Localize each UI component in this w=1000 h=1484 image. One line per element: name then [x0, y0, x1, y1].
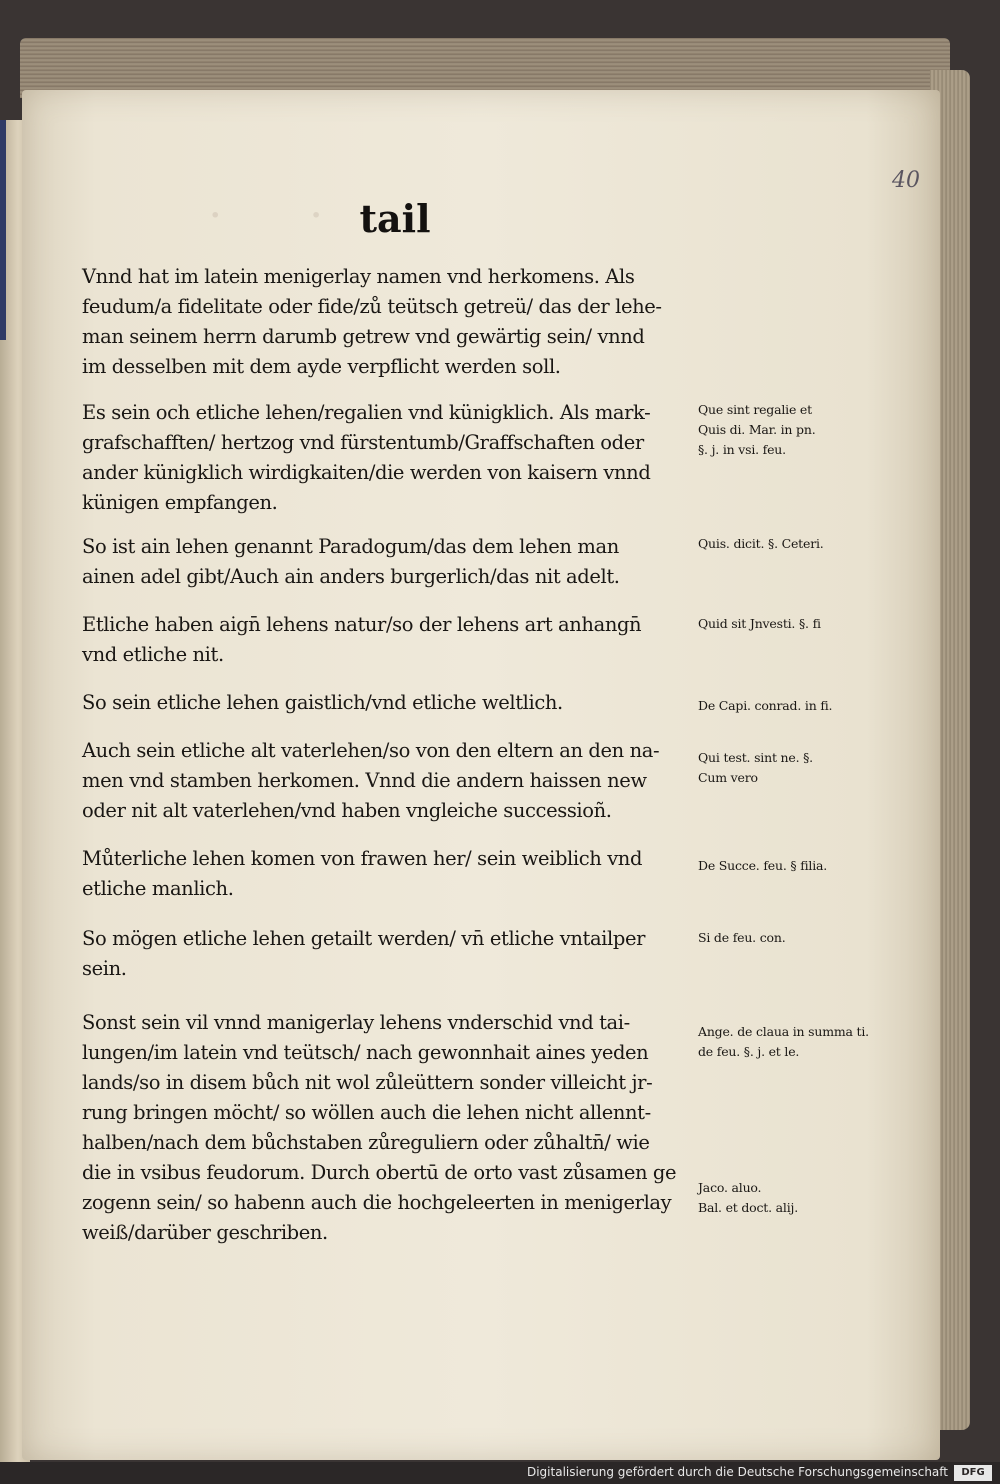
margin-line: Si de feu. con.: [698, 930, 786, 945]
text-line: So sein etliche lehen gaistlich/vnd etliche weltlich.: [82, 691, 563, 714]
margin-line: Qui test. sint ne. §.: [698, 750, 813, 765]
marginal-note-4: [698, 696, 898, 716]
text-line: oder nit alt vaterlehen/vnd haben vngleiche successioñ.: [82, 799, 612, 822]
text-line: lungen/im latein vnd teütsch/ nach gewonnhait aines yeden: [82, 1041, 649, 1064]
digitization-footer: [0, 1462, 1000, 1484]
text-line: men vnd stamben herkomen. Vnnd die andern haissen new: [82, 769, 647, 792]
margin-line: §. j. in vsi. feu.: [698, 442, 786, 457]
running-head: tail: [359, 196, 431, 241]
text-line: sein.: [82, 957, 127, 980]
margin-line: Que sint regalie et: [698, 402, 812, 417]
show-through-text: · ·: [210, 198, 362, 233]
text-line: grafschafften/ hertzog vnd fürstentumb/Graffschaften oder: [82, 431, 644, 454]
text-line: im desselben mit dem ayde verpflicht werden soll.: [82, 355, 561, 378]
text-line: ander künigklich wirdigkaiten/die werden von kaisern vnnd: [82, 461, 651, 484]
paragraph-1: [82, 262, 682, 382]
text-line: weiß/darüber geschriben.: [82, 1221, 328, 1244]
funding-credit: Digitalisierung gefördert durch die Deutsche Forschungsgemeinschaft: [526, 1465, 948, 1479]
paragraph-7: [82, 844, 682, 904]
text-line: Etliche haben aign̄ lehens natur/so der lehens art anhangn̄: [82, 613, 642, 636]
margin-line: De Succe. feu. § filia.: [698, 858, 828, 873]
paragraph-9: [82, 1008, 682, 1248]
margin-line: Jaco. aluo.: [698, 1180, 762, 1195]
margin-line: Quis di. Mar. in pn.: [698, 422, 816, 437]
text-line: ainen adel gibt/Auch ain anders burgerlich/das nit adelt.: [82, 565, 620, 588]
paragraph-2: [82, 398, 682, 518]
marginal-note-7: [698, 928, 898, 948]
text-line: halben/nach dem bůchstaben zůreguliern oder zůhaltn̄/ wie: [82, 1131, 650, 1154]
marginal-note-8: [698, 1022, 898, 1062]
text-line: künigen empfangen.: [82, 491, 278, 514]
text-line: Můterliche lehen komen von frawen her/ sein weiblich vnd: [82, 847, 643, 870]
text-line: Es sein och etliche lehen/regalien vnd künigklich. Als mark-: [82, 401, 651, 424]
text-line: Sonst sein vil vnnd manigerlay lehens vnderschid vnd tai-: [82, 1011, 630, 1034]
book-block-top-edge: [20, 38, 950, 98]
text-line: lands/so in disem bůch nit wol zůleüttern sonder villeicht jr-: [82, 1071, 653, 1094]
text-line: zogenn sein/ so habenn auch die hochgeleerten in menigerlay: [82, 1191, 672, 1214]
paragraph-3: [82, 532, 682, 592]
margin-line: Cum vero: [698, 770, 758, 785]
text-line: So ist ain lehen genannt Paradogum/das dem lehen man: [82, 535, 619, 558]
binding-edge: [0, 120, 6, 340]
dfg-logo: DFG: [954, 1465, 992, 1481]
text-line: etliche manlich.: [82, 877, 234, 900]
folio-number: 40: [892, 168, 920, 193]
margin-line: Quid sit Jnvesti. §. fi: [698, 616, 821, 631]
text-line: Auch sein etliche alt vaterlehen/so von den eltern an den na-: [82, 739, 660, 762]
text-line: Vnnd hat im latein menigerlay namen vnd herkomens. Als: [82, 265, 635, 288]
margin-line: De Capi. conrad. in fi.: [698, 698, 833, 713]
marginal-note-2: [698, 534, 898, 554]
marginal-note-6: [698, 856, 898, 876]
margin-line: Quis. dicit. §. Ceteri.: [698, 536, 824, 551]
text-line: rung bringen möcht/ so wöllen auch die lehen nicht allennt-: [82, 1101, 651, 1124]
marginal-note-5: [698, 748, 898, 788]
marginal-note-9: [698, 1178, 898, 1218]
marginal-note-3: [698, 614, 898, 634]
margin-line: Ange. de claua in summa ti.: [698, 1024, 869, 1039]
paragraph-6: [82, 736, 682, 826]
text-line: die in vsibus feudorum. Durch obertū de orto vast zůsamen ge: [82, 1161, 677, 1184]
marginal-note-1: [698, 400, 898, 460]
paragraph-5: [82, 688, 682, 718]
margin-line: Bal. et doct. alij.: [698, 1200, 798, 1215]
paragraph-8: [82, 924, 682, 984]
text-line: feudum/a fidelitate oder fide/zů teütsch getreü/ das der lehe-: [82, 295, 662, 318]
paragraph-4: [82, 610, 682, 670]
text-line: vnd etliche nit.: [82, 643, 224, 666]
text-line: So mögen etliche lehen getailt werden/ vn̄ etliche vntailper: [82, 927, 645, 950]
text-line: man seinem herrn darumb getrew vnd gewärtig sein/ vnnd: [82, 325, 645, 348]
margin-line: de feu. §. j. et le.: [698, 1044, 800, 1059]
